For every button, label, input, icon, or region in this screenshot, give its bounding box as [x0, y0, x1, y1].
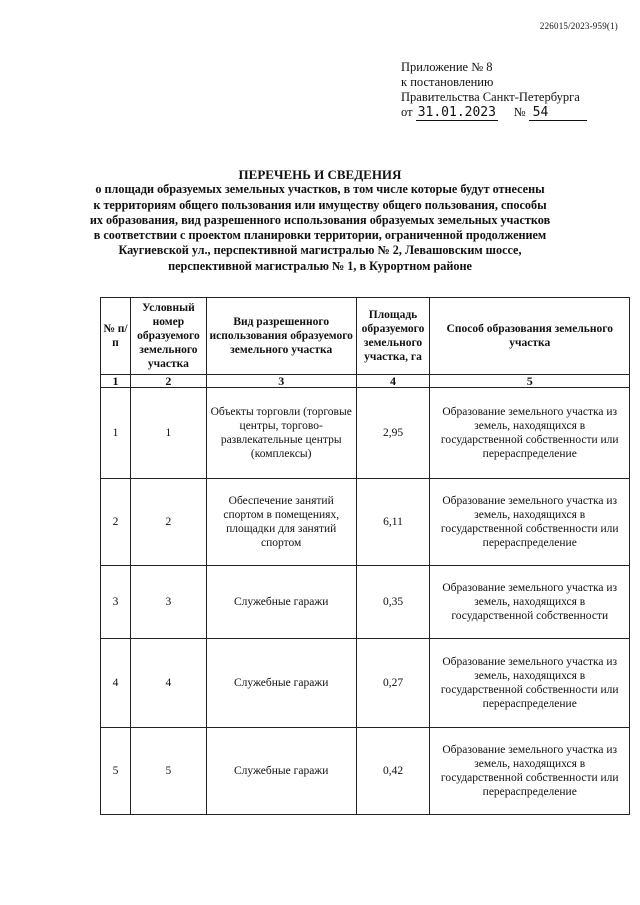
cell-conditional-number: 4: [130, 639, 206, 728]
title-line: Каугиевской ул., перспективной магистралью № 2, Левашовским шоссе,: [118, 243, 522, 258]
header-number: № п/п: [101, 298, 131, 375]
cell-formation-method: Образование земельного участка из земель, находящихся в государственной собственности или перераспределение: [430, 479, 630, 566]
resolution-date-number: [401, 105, 587, 121]
cell-number: 5: [101, 728, 131, 815]
table-header-row: [101, 298, 630, 375]
column-numbers-row: [101, 375, 630, 388]
title-main: ПЕРЕЧЕНЬ И СВЕДЕНИЯ: [238, 167, 402, 182]
cell-conditional-number: 5: [130, 728, 206, 815]
cell-area: 0,42: [356, 728, 430, 815]
column-number: 4: [356, 375, 430, 388]
title-line: перспективной магистралью № 1, в Курортном районе: [168, 258, 472, 273]
column-number: 3: [206, 375, 356, 388]
appendix-block: [401, 60, 587, 121]
document-title: [60, 167, 580, 274]
cell-formation-method: Образование земельного участка из земель, находящихся в государственной собственности: [430, 566, 630, 639]
header-conditional-number: Условный номер образуемого земельного участка: [130, 298, 206, 375]
header-formation-method: Способ образования земельного участка: [430, 298, 630, 375]
cell-formation-method: Образование земельного участка из земель, находящихся в государственной собственности или перераспределение: [430, 728, 630, 815]
appendix-line-1: Приложение № 8: [401, 60, 493, 74]
cell-formation-method: Образование земельного участка из земель, находящихся в государственной собственности или перераспределение: [430, 639, 630, 728]
cell-formation-method: Образование земельного участка из земель, находящихся в государственной собственности или перераспределение: [430, 388, 630, 479]
table-row: [101, 479, 630, 566]
table-row: [101, 639, 630, 728]
cell-area: 0,35: [356, 566, 430, 639]
table-row: [101, 566, 630, 639]
cell-number: 3: [101, 566, 131, 639]
document-id: 226015/2023-959(1): [539, 21, 618, 31]
table-row: [101, 728, 630, 815]
title-line: в соответствии с проектом планировки территории, ограниченной продолжением: [93, 228, 547, 243]
header-area: Площадь образуемого земельного участка, га: [356, 298, 430, 375]
appendix-line-2: к постановлению: [401, 75, 494, 89]
cell-permitted-use: Служебные гаражи: [206, 728, 356, 815]
column-number: 1: [101, 375, 131, 388]
column-number: 5: [430, 375, 630, 388]
resolution-date: 31.01.2023: [417, 105, 496, 120]
header-permitted-use: Вид разрешенного использования образуемого земельного участка: [206, 298, 356, 375]
title-line: о площади образуемых земельных участков, в том числе которые будут отнесены: [95, 182, 545, 197]
cell-permitted-use: Объекты торговли (торговые центры, торгово-развлекательные центры (комплексы): [206, 388, 356, 479]
number-prefix: №: [513, 105, 526, 119]
cell-conditional-number: 1: [130, 388, 206, 479]
cell-area: 2,95: [356, 388, 430, 479]
cell-area: 6,11: [356, 479, 430, 566]
cell-number: 2: [101, 479, 131, 566]
cell-conditional-number: 2: [130, 479, 206, 566]
land-plots-table: [100, 297, 630, 815]
cell-area: 0,27: [356, 639, 430, 728]
title-line: к территориям общего пользования или имуществу общего пользования, способы: [93, 197, 547, 212]
cell-number: 1: [101, 388, 131, 479]
table-row: [101, 388, 630, 479]
cell-permitted-use: Служебные гаражи: [206, 639, 356, 728]
title-line: их образования, вид разрешенного использования образуемых земельных участков: [89, 212, 551, 227]
date-prefix: от: [401, 105, 413, 119]
cell-permitted-use: Обеспечение занятий спортом в помещениях, площадки для занятий спортом: [206, 479, 356, 566]
cell-permitted-use: Служебные гаражи: [206, 566, 356, 639]
cell-conditional-number: 3: [130, 566, 206, 639]
appendix-line-3: Правительства Санкт-Петербурга: [401, 90, 580, 104]
column-number: 2: [130, 375, 206, 388]
cell-number: 4: [101, 639, 131, 728]
resolution-number: 54: [529, 105, 587, 121]
